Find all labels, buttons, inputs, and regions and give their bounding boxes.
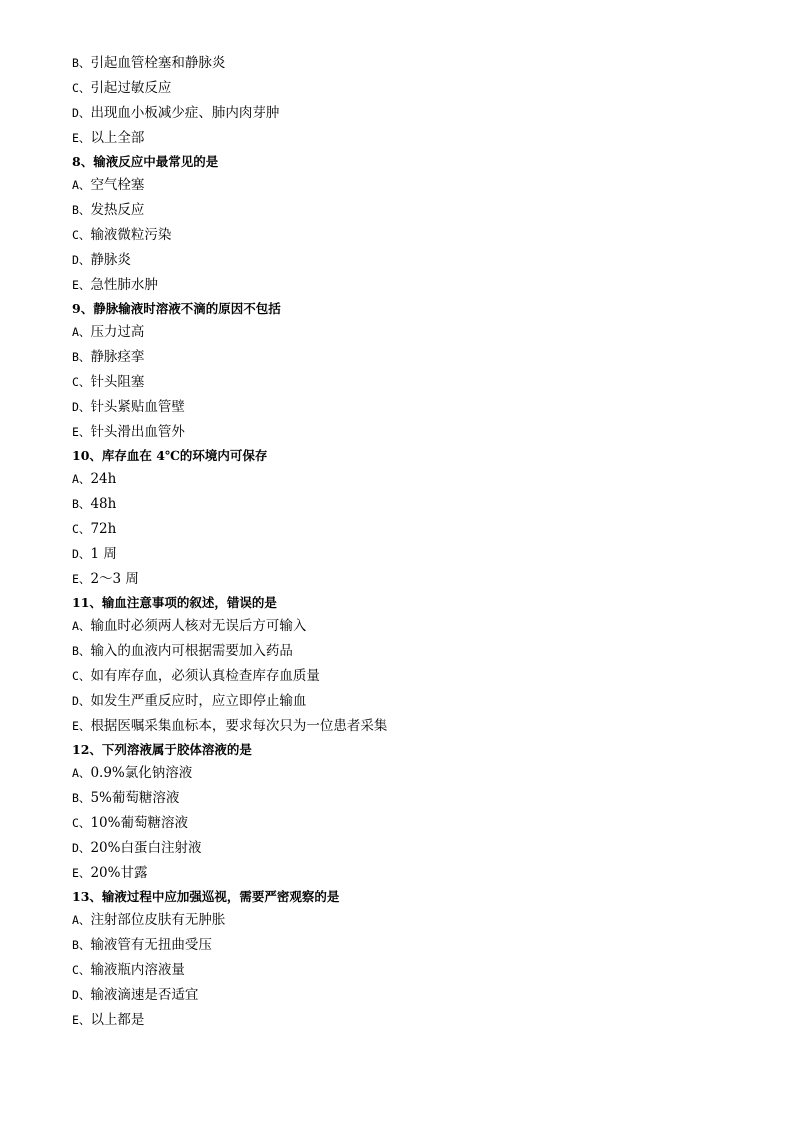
option-item: [72, 223, 732, 248]
option-item: [72, 714, 732, 739]
option-letter: B、: [72, 56, 91, 70]
option-text: 针头紧贴血管壁: [90, 399, 185, 415]
option-text: 72h: [90, 521, 117, 537]
option-item: [72, 1008, 732, 1033]
option-letter: C、: [72, 81, 91, 95]
question-text: 10、库存血在 4℃的环境内可保存: [72, 448, 268, 463]
option-text: 注射部位皮肤有无肿胀: [90, 912, 226, 928]
option-letter: E、: [72, 1013, 91, 1027]
option-text: 5%葡萄糖溶液: [90, 790, 180, 806]
option-letter: D、: [72, 400, 91, 414]
option-letter: D、: [72, 988, 91, 1002]
option-letter: A、: [72, 766, 91, 780]
option-letter: A、: [72, 913, 91, 927]
option-item: [72, 836, 732, 861]
option-item: [72, 639, 732, 664]
option-letter: C、: [72, 375, 91, 389]
option-text: 输液管有无扭曲受压: [90, 937, 212, 953]
option-item: [72, 395, 732, 420]
option-item: [72, 198, 732, 223]
option-text: 出现血小板减少症、肺内肉芽肿: [90, 105, 280, 121]
option-text: 如有库存血，必须认真检查库存血质量: [90, 668, 320, 684]
option-letter: B、: [72, 497, 91, 511]
option-text: 发热反应: [90, 202, 145, 218]
option-item: [72, 761, 732, 786]
option-item: [72, 345, 732, 370]
option-letter: E、: [72, 572, 91, 586]
option-text: 输血时必须两人核对无误后方可输入: [90, 618, 307, 634]
option-text: 静脉炎: [90, 252, 131, 268]
option-letter: A、: [72, 472, 91, 486]
question-text: 13、输液过程中应加强巡视，需要严密观察的是: [72, 889, 340, 904]
option-letter: C、: [72, 816, 91, 830]
option-item: [72, 786, 732, 811]
option-text: 以上都是: [90, 1012, 145, 1028]
option-letter: B、: [72, 203, 91, 217]
option-letter: A、: [72, 325, 91, 339]
option-item: [72, 811, 732, 836]
option-item: [72, 320, 732, 345]
option-text: 引起过敏反应: [90, 80, 172, 96]
option-letter: D、: [72, 694, 91, 708]
option-text: 1 周: [90, 546, 117, 562]
option-item: [72, 542, 732, 567]
option-letter: D、: [72, 106, 91, 120]
option-letter: C、: [72, 522, 91, 536]
option-letter: B、: [72, 644, 91, 658]
option-letter: E、: [72, 425, 91, 439]
option-item: [72, 614, 732, 639]
option-text: 输液微粒污染: [90, 227, 172, 243]
option-text: 10%葡萄糖溶液: [90, 815, 188, 831]
option-text: 48h: [90, 496, 117, 512]
option-letter: E、: [72, 278, 91, 292]
option-letter: B、: [72, 791, 91, 805]
option-item: [72, 467, 732, 492]
option-item: [72, 933, 732, 958]
option-item: [72, 664, 732, 689]
option-text: 0.9%氯化钠溶液: [90, 765, 193, 781]
option-letter: E、: [72, 131, 91, 145]
option-letter: A、: [72, 619, 91, 633]
option-letter: B、: [72, 350, 91, 364]
question-text: 12、下列溶液属于胶体溶液的是: [72, 742, 252, 757]
option-letter: C、: [72, 669, 91, 683]
option-item: [72, 370, 732, 395]
option-item: [72, 51, 732, 76]
option-item: [72, 76, 732, 101]
option-text: 如发生严重反应时，应立即停止输血: [90, 693, 307, 709]
option-text: 2～3 周: [90, 571, 139, 587]
option-item: [72, 273, 732, 298]
option-item: [72, 908, 732, 933]
option-item: [72, 567, 732, 592]
option-text: 针头滑出血管外: [90, 424, 185, 440]
option-item: [72, 101, 732, 126]
option-text: 以上全部: [90, 130, 145, 146]
option-text: 输液滴速是否适宜: [90, 987, 199, 1003]
question-list: [72, 51, 732, 1033]
option-item: [72, 958, 732, 983]
option-letter: D、: [72, 841, 91, 855]
option-text: 引起血管栓塞和静脉炎: [90, 55, 226, 71]
option-item: [72, 861, 732, 886]
option-item: [72, 420, 732, 445]
option-text: 根据医嘱采集血标本，要求每次只为一位患者采集: [90, 718, 388, 734]
option-item: [72, 492, 732, 517]
option-letter: B、: [72, 938, 91, 952]
option-text: 急性肺水肿: [90, 277, 158, 293]
option-item: [72, 689, 732, 714]
option-item: [72, 126, 732, 151]
option-letter: C、: [72, 963, 91, 977]
option-text: 输液瓶内溶液量: [90, 962, 185, 978]
option-text: 20%白蛋白注射液: [90, 840, 202, 856]
option-text: 针头阻塞: [90, 374, 145, 390]
option-letter: A、: [72, 178, 91, 192]
question-text: 11、输血注意事项的叙述，错误的是: [72, 595, 277, 610]
option-item: [72, 173, 732, 198]
question-text: 9、静脉输液时溶液不滴的原因不包括: [72, 301, 281, 316]
option-text: 空气栓塞: [90, 177, 145, 193]
question-text: 8、输液反应中最常见的是: [72, 154, 219, 169]
option-text: 20%甘露: [90, 865, 148, 881]
option-text: 输入的血液内可根据需要加入药品: [90, 643, 293, 659]
option-text: 24h: [90, 471, 117, 487]
option-letter: C、: [72, 228, 91, 242]
option-item: [72, 248, 732, 273]
option-text: 压力过高: [90, 324, 145, 340]
option-letter: D、: [72, 253, 91, 267]
option-letter: E、: [72, 719, 91, 733]
option-text: 静脉痉挛: [90, 349, 145, 365]
option-item: [72, 517, 732, 542]
option-letter: E、: [72, 866, 91, 880]
option-item: [72, 983, 732, 1008]
option-letter: D、: [72, 547, 91, 561]
